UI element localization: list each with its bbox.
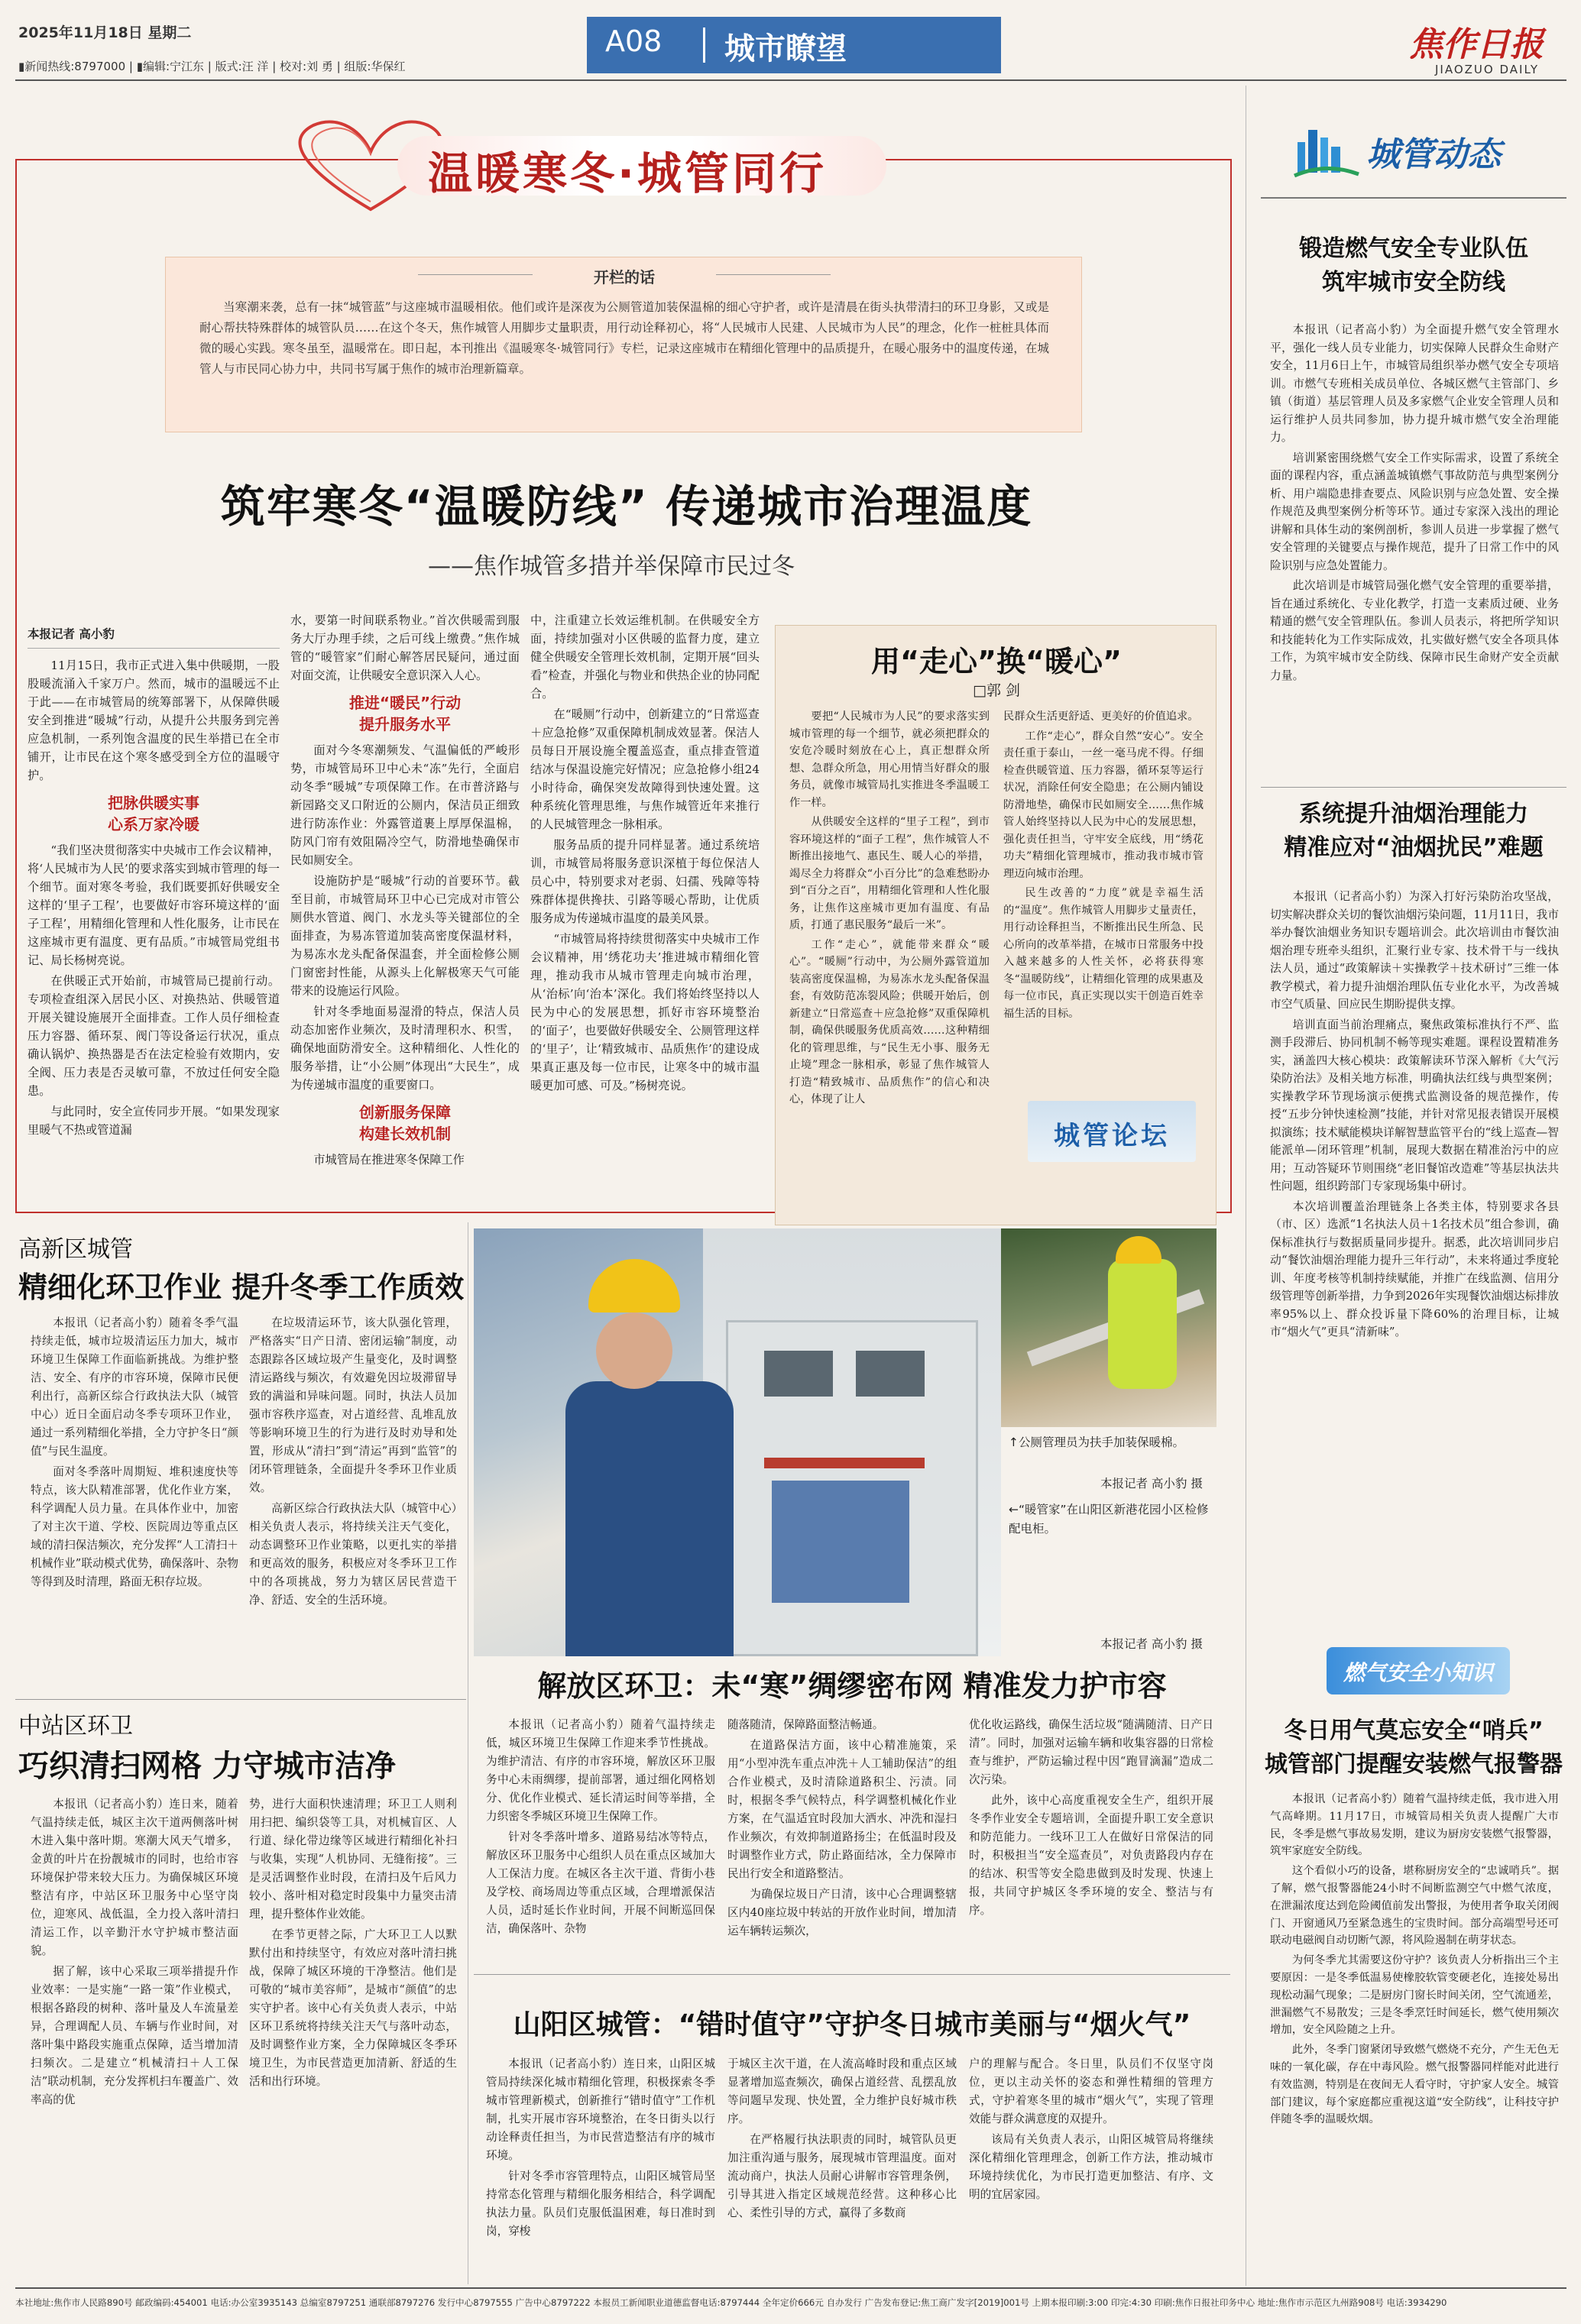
jiefang-para: 随落随清，保障路面整洁畅通。 — [727, 1718, 884, 1731]
commentary-para: 从供暖安全这样的“里子工程”，到市容环境这样的“面子工程”，焦作城管人不断推出接地气、惠民生、暖人心的举措，竭尽全力将群众“小百分比”的急难愁盼办到“百分之百”，用精细化管理和人性化服务，让焦作这座城市更加有温度、有品质，打通了惠民服务“最后一米”。 — [789, 816, 990, 931]
jiefang-para: 此外，该中心高度重视安全生产，组织开展冬季作业安全专题培训，全面提升职工安全意识和防范能力。一线环卫工人在做好日常保洁的同时，积极担当“安全巡查员”，对负责路段内存在的结冰、积雪等安全隐患做到及时发现、快速上报，共同守护城区冬季环境的安全、整洁与有序。 — [969, 1794, 1213, 1917]
opening-box — [165, 257, 1082, 432]
lead-para: 面对今冬寒潮频发、气温偏低的严峻形势，市城管局环卫中心未“冻”先行，全面启动冬季“暖城”专项保障工作。在市普济路与新园路交叉口附近的公厕内，保洁员正细致进行防冻作业：外露管道裹上厚厚保温棉，防风门帘有效阻隔冷空气，防滑地垫确保市民如厕安全。 — [290, 743, 520, 867]
zhongzhan-column-2 — [249, 1795, 457, 2093]
lead-column-2 — [290, 611, 520, 1171]
shanyang-headline: 山阳区城管：“错时值守”守护冬日城市美丽与“烟火气” — [513, 2009, 1191, 2041]
gas-tip-logo — [1327, 1647, 1510, 1694]
gas-tip-logo-text: 燃气安全小知识 — [1343, 1660, 1493, 1685]
fume-training-body — [1270, 888, 1559, 1344]
photo-pipe-insulation — [1001, 1228, 1217, 1427]
shanyang-column-3 — [969, 2055, 1213, 2206]
lead-column-3 — [530, 611, 760, 1097]
forum-logo-text: 城管论坛 — [1054, 1121, 1170, 1151]
shanyang-column-1 — [486, 2055, 715, 2243]
commentary-para: 工作“走心”，就能带来群众“暖心”。“暖厕”行动中，为公厕外露管道加装高密度保温棉，为易冻水龙头配备保温套，有效防范冻裂风险；供暖开始后，创新建立“日常巡查＋应急抢修”双重保障机制，确保供暖服务优质高效……这种精细化的管理思维，与“民生无小事、服务无止境”理念一脉相承，彰显了焦作城管人打造“精致城市、品质焦作”的信心和决心，体现了让人 — [789, 938, 990, 1105]
gaoxin-para: 高新区综合行政执法大队（城管中心）相关负责人表示，将持续关注天气变化，动态调整环卫作业策略，以更扎实的举措和更高效的服务，积极应对冬季环卫工作中的各项挑战，努力为辖区居民营造干净、舒适、安全的生活环境。 — [249, 1502, 457, 1607]
city-management-news-title: 城管动态 — [1366, 135, 1501, 174]
lead-column-1 — [28, 625, 280, 1141]
gas-alarm-para: 此外，冬季门窗紧闭导致燃气燃烧不充分，产生无色无味的一氧化碳，存在中毒风险。燃气报警器同样能对此进行有效监测，特别是在夜间无人看守时，守护家人安全。城管部门建议，每个家庭都应重视这道“安全防线”，让科技守护伴随冬季的温暖炊烟。 — [1270, 2044, 1559, 2126]
staff-line: ▮新闻热线:8797000 | ▮编辑:宁江东 | 版式:汪 洋 | 校对:刘 勇 | 组版:华保红 — [18, 60, 406, 73]
shanyang-para: 本报讯（记者高小豹）连日来，山阳区城管局持续深化城市精细化管理，积极探索冬季城市管理新模式，创新推行“错时值守”工作机制，扎实开展市容环境整治，在冬日街头以行动诠释责任担当，为市民营造整洁有序的城市环境。 — [486, 2057, 715, 2162]
newspaper-logo-en: JIAOZUO DAILY — [1435, 63, 1539, 76]
zhongzhan-kicker: 中站区环卫 — [18, 1713, 133, 1740]
issue-date: 2025年11月18日 星期二 — [18, 24, 192, 41]
newspaper-logo: 焦作日报 — [1409, 25, 1544, 64]
jiefang-para: 本报讯（记者高小豹）随着气温持续走低，城区环境卫生保障工作迎来季节性挑战。为维护清洁、有序的市容环境，解放区环卫服务中心未雨绸缪，提前部署，通过细化网格划分、优化作业模式、延长清运时间等举措，全力织密冬季城区环境卫生保障工作。 — [486, 1718, 715, 1823]
lead-byline: 本报记者 高小豹 — [28, 625, 280, 649]
fume-training-para: 本次培训覆盖治理链条上各类主体，特别要求各县（市、区）选派“1名执法人员＋1名技术员”组合参训，确保标准执行与数据质量同步提升。据悉，此次培训同步启动“餐饮油烟治理能力提升三年行动”，未来将通过季度轮训、年度考核等机制持续赋能，并推广在线监测、信用分级管理等创新举措，力争到2026年实现餐饮油烟达标排放率95%以上、群众投诉量下降60%的治理目标，让城市“烟火气”更具“清新味”。 — [1270, 1199, 1559, 1338]
photo-credit-1: 本报记者 高小豹 摄 — [1100, 1477, 1203, 1491]
commentary-box — [775, 625, 1217, 1225]
shanyang-para: 户的理解与配合。冬日里，队员们不仅坚守岗位，更以主动关怀的姿态和弹性精细的管理方式，守护着寒冬里的城市“烟火气”，实现了管理效能与群众满意度的双提升。 — [969, 2057, 1213, 2125]
gas-training-para: 此次培训是市城管局强化燃气安全管理的重要举措，旨在通过系统化、专业化教学，打造一支素质过硬、业务精通的燃气安全管理队伍。参训人员表示，将把所学知识和技能转化为工作实际成效，扎实做好燃气安全各项具体工作，为筑牢城市安全防线、保障市民生命财产安全贡献力量。 — [1270, 579, 1559, 682]
photo-caption-1: ↑公厕管理员为扶手加装保暖棉。 — [1009, 1436, 1184, 1449]
gaoxin-para: 本报讯（记者高小豹）随着冬季气温持续走低，城市垃圾清运压力加大，城市环境卫生保障工作面临新挑战。为维护整洁、安全、有序的市容环境，保障市民便利出行，高新区综合行政执法大队（城管中心）近日全面启动冬季专项环卫作业，通过一系列精细化举措，全力守护冬日“颜值”与民生温度。 — [31, 1316, 238, 1458]
shanyang-para: 针对冬季市容管理特点，山阳区城管局坚持常态化管理与精细化服务相结合，科学调配执法力量。队员们克服低温困难，每日准时到岗，穿梭 — [486, 2170, 715, 2238]
lead-para: 在供暖正式开始前，市城管局已提前行动。专项检查组深入居民小区、对换热站、供暖管道开展关键设施展开全面排查。工作人员仔细检查压力容器、循环泵、阀门等设备运行状况，重点确认锅炉、换热器是否在法定检验有效期内，安全阀、压力表是否灵敏可靠，不放过任何安全隐患。 — [28, 974, 280, 1098]
photo-credit-2: 本报记者 高小豹 摄 — [1100, 1637, 1203, 1651]
jiefang-column-2 — [727, 1716, 957, 1943]
commentary-title: 用“走心”换“暖心” — [871, 645, 1122, 678]
lead-headline: 筑牢寒冬“温暖防线” 传递城市治理温度 — [220, 481, 1033, 532]
shanyang-para: 在严格履行执法职责的同时，城管队员更加注重沟通与服务，展现城市管理温度。面对流动商户，执法人员耐心讲解市容管理条例，引导其进入指定区域规范经营。这种移心比心、柔性引导的方式，赢得了多数商 — [727, 2133, 957, 2219]
photo-caption-2: ←“暖管家”在山阳区新港花园小区检修配电柜。 — [1009, 1503, 1209, 1536]
photo-electric-cabinet — [474, 1228, 1001, 1656]
forum-logo — [1028, 1101, 1196, 1162]
jiefang-para: 针对冬季落叶增多、道路易结冰等特点，解放区环卫服务中心组织人员在重点区域加大人工保洁力度。在城区各主次干道、背街小巷及学校、商场周边等重点区域，合理增派保洁人员，适时延长作业时间，开展不间断巡回保洁，确保落叶、杂物 — [486, 1830, 715, 1935]
zhongzhan-column-1 — [31, 1795, 238, 2112]
opening-text: 当寒潮来袭，总有一抹“城管蓝”与这座城市温暖相依。他们或许是深夜为公厕管道加装保温棉的细心守护者，或许是清晨在街头执带清扫的环卫身影，又或是耐心帮扶特殊群体的城管队员……在这个冬天，焦作城管人用脚步丈量职责，用行动诠释初心，将“人民城市人民建、人民城市为人民”的理念，化作一桩桩具体而微的暖心实践。寒冬虽至，温暖常在。即日起，本刊推出《温暖寒冬·城管同行》专栏，记录这座城市在精细化管理中的品质提升，在暖心服务中的温度传递，在城管人与市民同心协力中，共同书写属于焦作的城市治理新篇章。 — [199, 300, 1049, 376]
gas-training-body — [1270, 321, 1559, 687]
footer-info: 本社地址:焦作市人民路890号 邮政编码:454001 电话:办公室3935143 总编室8797251 通联部8797276 发行中心8797555 广告中心8797222 本报员工新闻职业道德监督电话:8797444 全年定价666元 自办发行 广告发布登记:焦工商广发字[2019]001号 上期本报印刷:3:00 印完:4:30 印刷:焦作日报社印务中心 地址:焦作市示范区九州路908号 电话:3934290 — [15, 2297, 1447, 2308]
lead-para: 与此同时，安全宣传同步开展。“如果发现家里暖气不热或管道漏 — [28, 1105, 280, 1137]
commentary-para: 要把“人民城市为人民”的要求落实到城市管理的每一个细节，就必须把群众的安危冷暖时刻放在心上，真正想群众所想、急群众所急，用心用情当好群众的服务员，就像市城管局扎实推进冬季温暖工作一样。 — [789, 710, 990, 809]
jiefang-column-3 — [969, 1716, 1213, 1922]
page-number: A08 — [605, 24, 663, 58]
zhongzhan-para: 据了解，该中心采取三项举措提升作业效率：一是实施“一路一策”作业模式，根据各路段的树种、落叶量及人车流量差异，合理调配人员、车辆与作业时间，对落叶集中路段实施重点保障，适当增加清扫频次。二是建立“机械清扫＋人工保洁”联动机制，充分发挥机扫车覆盖广、效率高的优 — [31, 1965, 238, 2106]
lead-subhead-3: 创新服务保障 构建长效机制 — [359, 1103, 451, 1143]
lead-para: 针对冬季地面易湿滑的特点，保洁人员动态加密作业频次，及时清理积水、积雪，确保地面防滑安全。这种精细化、人性化的服务举措，让“小公厕”体现出“大民生”，成为传递城市温度的重要窗口。 — [290, 1005, 520, 1092]
gas-training-headline: 锻造燃气安全专业队伍 筑牢城市安全防线 — [1299, 235, 1528, 296]
lead-para: 市城管局在推进寒冬保障工作 — [313, 1153, 465, 1167]
section-divider — [703, 28, 705, 63]
city-skyline-icon — [1291, 119, 1360, 180]
gas-alarm-para: 本报讯（记者高小豹）随着气温持续走低，我市进入用气高峰期。11月17日，市城管局相关负责人提醒广大市民，冬季是燃气事故易发期，建议为厨房安装燃气报警器，筑牢家庭安全防线。 — [1270, 1793, 1559, 1858]
section-name: 城市瞭望 — [724, 31, 847, 66]
lead-para: 水，要第一时间联系物业。”首次供暖需到服务大厅办理手续，之后可线上缴费。”焦作城管的“暖管家”们耐心解答居民疑问，通过面对面交流，让供暖安全意识深入人心。 — [290, 613, 520, 682]
shanyang-para: 于城区主次干道，在人流高峰时段和重点区域显著增加巡查频次，确保占道经营、乱摆乱放等问题早发现、快处置，全力维护良好城市秩序。 — [727, 2057, 957, 2125]
banner-title: 温暖寒冬·城管同行 — [428, 147, 828, 199]
gas-alarm-para: 为何冬季尤其需要这份守护？该负责人分析指出三个主要原因：一是冬季低温易使橡胶软管变硬老化，连接处易出现松动漏气现象；二是厨房门窗长时间关闭，空气流通差，泄漏燃气不易散发；三是冬季烹饪时间延长，燃气使用频次增加，安全风险随之上升。 — [1270, 1954, 1559, 2037]
lead-subtitle: ——焦作城管多措并举保障市民过冬 — [428, 553, 795, 580]
gaoxin-para: 面对冬季落叶周期短、堆积速度快等特点，该大队精准部署，优化作业方案，科学调配人员力量。在具体作业中，加密了对主次干道、学校、医院周边等重点区域的清扫保洁频次，充分发挥“人工清扫＋机械作业”联动模式优势，确保落叶、杂物等得到及时清理，路面无积存垃圾。 — [31, 1465, 238, 1588]
lead-subhead-2: 推进“暖民”行动 提升服务水平 — [348, 694, 462, 733]
lead-para: “市城管局将持续贯彻落实中央城市工作会议精神，用‘绣花功夫’推进城市精细化管理，推动我市从城市管理走向城市治理，从‘治标’向‘治本’深化。我们将始终坚持以人民为中心的发展思想，抓好市容环境整治的‘面子’，也要做好供暖安全、公厕管理这样的‘里子’，让‘精致城市、品质焦作’的建设成果真正惠及每一位市民，让寒冬中的城市温暖更加可感、可及。”杨树亮说。 — [530, 932, 760, 1092]
gas-alarm-headline: 冬日用气莫忘安全“哨兵” 城管部门提醒安装燃气报警器 — [1265, 1717, 1563, 1778]
gaoxin-kicker: 高新区城管 — [18, 1236, 133, 1263]
jiefang-headline: 解放区环卫：未“寒”绸缪密布网 精准发力护市容 — [537, 1669, 1167, 1703]
zhongzhan-para: 在季节更替之际，广大环卫工人以默默付出和持续坚守，有效应对落叶清扫挑战，保障了城区环境的干净整洁。他们是可敬的“城市美容师”，是城市“颜值”的忠实守护者。该中心有关负责人表示，中站区环卫系统将持续关注天气与落叶动态，及时调整作业方案，全力保障城区冬季环境卫生，为市民营造更加清新、舒适的生活和出行环境。 — [249, 1928, 457, 2088]
fume-training-para: 培训直面当前治理痛点，聚焦政策标准执行不严、监测手段滞后、协同机制不畅等现实难题。课程设置精准务实，涵盖四大核心模块：政策解读环节深入解析《大气污染防治法》及相关地方标准，明确执法红线与典型案例；实操教学环节现场演示便携式监测设备的规范操作，传授“五步分钟快速检测”技能，并针对常见报表错误开展模拟演练；技术赋能模块详解智慧监管平台的“线上巡查—智能派单—闭环管理”机制，展现大数据在精准治污中的应用；互动答疑环节则围绕“老旧餐馆改造难”等基层执法共性问题，组织跨部门专家现场集中研讨。 — [1270, 1018, 1559, 1193]
zhongzhan-para: 势，进行大面积快速清理；环卫工人则利用扫把、编织袋等工具，对机械盲区、人行道、绿化带边缘等区域进行精细化补扫与收集，实现“人机协同、无缝衔接”。三是灵活调整作业时段，在清扫及午后风力较小、落叶相对稳定时段集中力量突击清理，提升整体作业效能。 — [249, 1798, 457, 1921]
fume-training-para: 本报讯（记者高小豹）为深入打好污染防治攻坚战，切实解决群众关切的餐饮油烟污染问题，11月11日，我市举办餐饮油烟业务知识专题培训会。此次培训由市餐饮油烟治理专班牵头组织，汇聚行业专家、技术骨干与一线执法人员，通过“政策解读＋实操教学＋技术研讨”三维一体教学模式，着力提升油烟治理队伍专业化水平，为改善城市空气质量、回应民生期盼提供支撑。 — [1270, 890, 1559, 1011]
lead-subhead-1: 把脉供暖实事 心系万家冷暖 — [108, 794, 199, 833]
lead-para: 11月15日，我市正式进入集中供暖期，一股股暖流涌入千家万户。然而，城市的温暖远不止于此——在市城管局的统筹部署下，从保障供暖安全到推进“暖城”行动，从提升公共服务到完善应急机制，一系列饱含温度的民生举措已在全市铺开，让市民在这个寒冬感受到全方位的温暖守护。 — [28, 659, 280, 782]
gas-training-para: 本报讯（记者高小豹）为全面提升燃气安全管理水平，强化一线人员专业能力，切实保障人民群众生命财产安全，11月6日上午，市城管局组织举办燃气安全专项培训。市燃气专班相关成员单位、各城区燃气主管部门、乡镇（街道）基层管理人员及多家燃气企业安全管理人员和运行维护人员共同参加，协力提升城市燃气安全治理能力。 — [1270, 323, 1559, 444]
lead-para: 在“暖厕”行动中，创新建立的“日常巡查＋应急抢修”双重保障机制成效显著。保洁人员每日开展设施全覆盖巡查，重点排查管道结冰与保温设施完好情况；应急抢修小组24小时待命，确保突发故障得到快速处置。这种系统化管理思维，与焦作城管近年来推行的人民城管理念一脉相承。 — [530, 707, 760, 831]
section-header — [587, 17, 1001, 73]
gaoxin-column-2 — [249, 1314, 457, 1612]
lead-para: “我们坚决贯彻落实中央城市工作会议精神，将‘人民城市为人民’的要求落实到城市管理的每一个细节。面对寒冬考验，我们既要抓好供暖安全这样的‘里子工程’，也要做好市容环境这样的‘面子工程’，用精细化管理和人性化服务，让市民在这座城市更有温度、更有品质。”市城管局党组书记、局长杨树亮说。 — [28, 843, 280, 967]
commentary-para: 民群众生活更舒适、更美好的价值追求。 — [1003, 710, 1199, 723]
jiefang-para: 在道路保洁方面，该中心精准施策，采用“小型冲洗车重点冲洗＋人工辅助保洁”的组合作业模式，及时清除道路积尘、污渍。同时，根据冬季气候特点，科学调整机械化作业方案，在气温适宜时段加大洒水、冲洗和湿扫作业频次，有效抑制道路扬尘；在低温时段及时调整作业方式，防止路面结冰，全力保障市民出行安全和道路整洁。 — [727, 1739, 957, 1880]
gaoxin-headline: 精细化环卫作业 提升冬季工作质效 — [18, 1270, 465, 1304]
shanyang-column-2 — [727, 2055, 957, 2225]
zhongzhan-para: 本报讯（记者高小豹）连日来，随着气温持续走低，城区主次干道两侧落叶树木进入集中落叶期。寒潮大风天气增多，金黄的叶片在扮靓城市的同时，也给市容环境保护带来较大压力。为确保城区环境整洁有序，中站区环卫服务中心坚守岗位，迎寒风、战低温，全力投入落叶清扫清运工作，以辛勤汗水守护城市整洁面貌。 — [31, 1798, 238, 1957]
commentary-para: 工作“走心”，群众自然“安心”。安全责任重于泰山，一丝一毫马虎不得。仔细检查供暖管道、压力容器，循环泵等运行状况，消除任何安全隐患；在公厕内铺设防滑地垫，确保市民如厕安全……焦作城管人始终坚持以人民为中心的发展思想，强化责任担当，守牢安全底线，用“绣花功夫”精细化管理城市，推动我市城市管理迈向城市治理。 — [1003, 730, 1204, 880]
commentary-column-2 — [1003, 708, 1204, 1024]
gas-training-para: 培训紧密围绕燃气安全工作实际需求，设置了系统全面的课程内容，重点涵盖城镇燃气事故防范与典型案例分析、用户端隐患排查要点、风险识别与应急处置、安全操作规范及典型案例分析等环节。通过专家深入浅出的理论讲解和具体生动的案例剖析，参训人员进一步掌握了燃气安全管理的关键要点与操作规范，提升了日常工作中的风险识别与应急处置能力。 — [1270, 451, 1559, 572]
gaoxin-column-1 — [31, 1314, 238, 1594]
city-management-news-logo — [1291, 116, 1551, 185]
jiefang-para: 优化收运路线，确保生活垃圾“随满随清、日产日清”。同时，加强对运输车辆和收集容器的日常检查与维护，严防运输过程中因“跑冒滴漏”造成二次污染。 — [969, 1718, 1213, 1786]
opening-label: 开栏的话 — [594, 268, 655, 286]
shanyang-para: 该局有关负责人表示，山阳区城管局将继续深化精细化管理理念，创新工作方法，推动城市环境持续优化，为市民打造更加整洁、有序、文明的宜居家园。 — [969, 2133, 1213, 2201]
gaoxin-para: 在垃圾清运环节，该大队强化管理，严格落实“日产日清、密闭运输”制度，动态跟踪各区域垃圾产生量变化，及时调整清运路线与频次，有效避免因垃圾滞留导致的满溢和异味问题。同时，执法人员加强市容秩序巡查，对占道经营、乱堆乱放等影响环境卫生的行为进行及时劝导和处置，形成从“清扫”到“清运”再到“监管”的闭环管理链条，全面提升冬季环卫作业质效。 — [249, 1316, 457, 1494]
commentary-column-1 — [789, 708, 990, 1111]
zhongzhan-headline: 巧织清扫网格 力守城市洁净 — [18, 1749, 396, 1784]
lead-para: 设施防护是“暖城”行动的首要环节。截至目前，市城管局环卫中心已完成对市管公厕供水管道、阀门、水龙头等关键部位的全面排查，为易冻管道加装高密度保温材料，为易冻水龙头配备保温套，并全面检修公厕门窗密封性能，从源头上化解极寒天气可能带来的设施运行风险。 — [290, 874, 520, 998]
fume-training-headline: 系统提升油烟治理能力 精准应对“油烟扰民”难题 — [1284, 801, 1544, 861]
jiefang-column-1 — [486, 1716, 715, 1940]
lead-para: 服务品质的提升同样显著。通过系统培训，市城管局将服务意识深植于每位保洁人员心中，特别要求对老弱、妇孺、残障等特殊群体提供搀扶、引路等暖心帮助，让优质服务成为传递城市温度的最美风景。 — [530, 838, 760, 925]
commentary-author: □郭 剑 — [973, 682, 1020, 699]
gas-alarm-para: 这个看似小巧的设备，堪称厨房安全的“忠诚哨兵”。据了解，燃气报警器能24小时不间断监测空气中燃气浓度，在泄漏浓度达到危险阈值前发出警报，为使用者争取关闭阀门、开窗通风乃至紧急逃生的宝贵时间。部分高端型号还可联动电磁阀自动切断气源，将风险遏制在萌芽状态。 — [1270, 1865, 1559, 1947]
lead-para: 中，注重建立长效运维机制。在供暖安全方面，持续加强对小区供暖的监督力度，建立健全供暖安全管理长效机制，定期开展“回头看”检查，并强化与物业和供热企业的协同配合。 — [530, 613, 760, 701]
commentary-para: 民生改善的“力度”就是幸福生活的“温度”。焦作城管人用脚步丈量责任，用行动诠释担当，不断推出民生所急、民心所向的改革举措，在城市日常服务中投入越来越多的人性关怀，必将获得寒冬“温暖防线”，让精细化管理的成果惠及每一位市民，真正实现以实干创造百姓幸福生活的目标。 — [1003, 887, 1204, 1020]
gas-alarm-body — [1270, 1791, 1559, 2131]
jiefang-para: 为确保垃圾日产日清，该中心合理调整辖区内40座垃圾中转站的开放作业时间，增加清运车辆转运频次， — [727, 1888, 957, 1937]
